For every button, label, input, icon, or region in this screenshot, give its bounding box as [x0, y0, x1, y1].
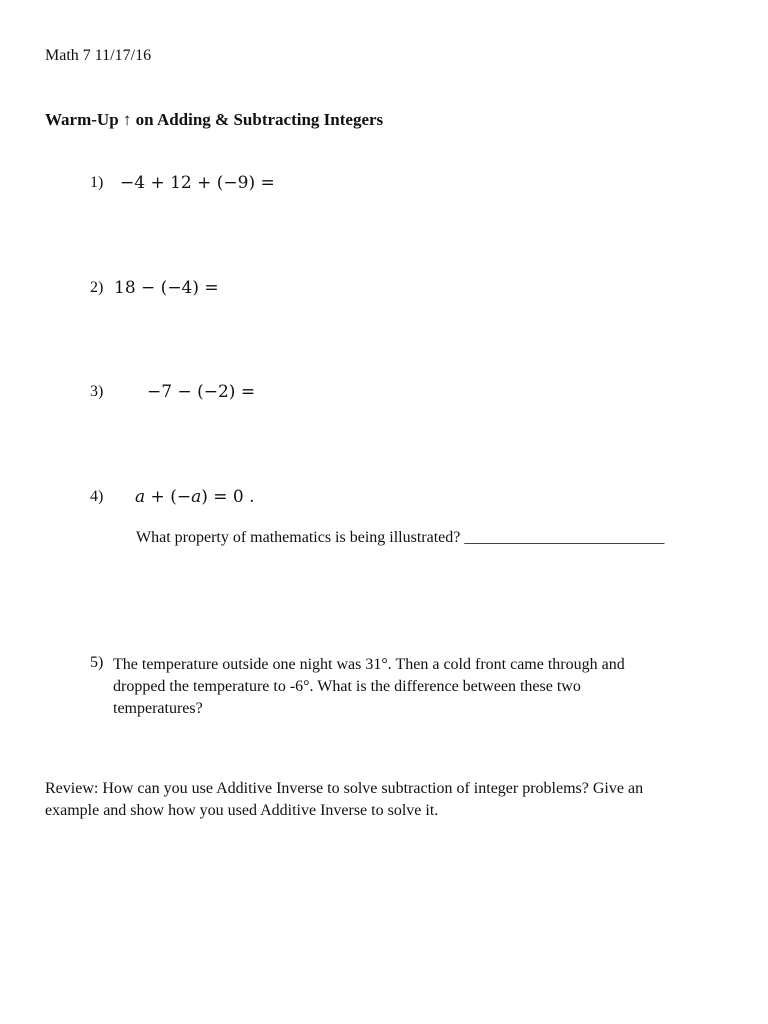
- problem-5-number: 5): [90, 654, 104, 671]
- problem-1-number: 1): [90, 174, 104, 191]
- problem-3-number: 3): [90, 383, 104, 400]
- expr-end: ) = 0 .: [201, 487, 255, 507]
- problem-3-expression: −7 − (−2) =: [147, 382, 256, 402]
- problem-4-question: [136, 529, 664, 547]
- problem-5-line: temperatures?: [113, 700, 203, 717]
- problem-5-line: dropped the temperature to -6°. What is the difference between these two: [113, 678, 581, 695]
- problem-5-line: The temperature outside one night was 31°. Then a cold front came through and: [113, 656, 625, 673]
- problem-5-text: [113, 654, 625, 720]
- review-line: example and show how you used Additive Inverse to solve it.: [45, 802, 439, 819]
- review-section: [45, 778, 643, 822]
- expr-middle: + (−: [145, 487, 192, 507]
- answer-blank: _________________________: [464, 529, 665, 546]
- problem-4-number: 4): [90, 488, 104, 505]
- review-line: Review: How can you use Additive Inverse to solve subtraction of integer problems? Give an: [45, 780, 644, 797]
- up-arrow-icon: ↑: [122, 110, 132, 129]
- expr-variable-2: a: [191, 487, 202, 507]
- problem-2-number: 2): [90, 279, 104, 296]
- problem-4-expression: [135, 487, 255, 507]
- title-topic: on Adding & Subtracting Integers: [135, 110, 384, 129]
- header-date: Math 7 11/17/16: [45, 47, 152, 64]
- expr-variable: a: [135, 487, 146, 507]
- problem-2-expression: 18 − (−4) =: [114, 278, 219, 298]
- title-warmup: Warm-Up: [45, 110, 119, 129]
- problem-4-question-text: What property of mathematics is being illustrated?: [136, 529, 461, 546]
- problem-1-expression: −4 + 12 + (−9) =: [120, 173, 275, 193]
- page-title: [45, 110, 383, 130]
